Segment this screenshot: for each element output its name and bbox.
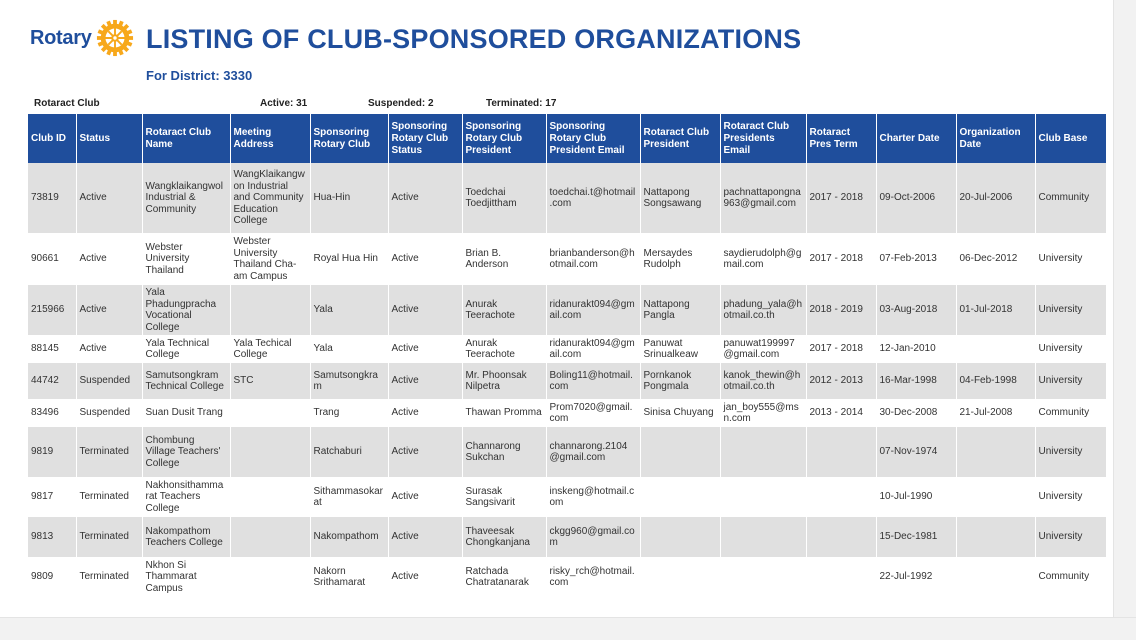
table-cell: phadung_yala@hotmail.co.th <box>720 285 806 335</box>
table-body <box>28 163 1106 597</box>
table-cell <box>720 557 806 597</box>
table-cell: 21-Jul-2008 <box>956 399 1035 427</box>
table-cell: Ratchaburi <box>310 427 388 477</box>
table-cell: Boling11@hotmail.com <box>546 363 640 399</box>
table-cell: 03-Aug-2018 <box>876 285 956 335</box>
table-cell: risky_rch@hotmail.com <box>546 557 640 597</box>
table-cell: 07-Feb-2013 <box>876 233 956 285</box>
district-value: 3330 <box>223 68 253 83</box>
table-cell: Nattapong Songsawang <box>640 163 720 233</box>
table-cell: Nattapong Pangla <box>640 285 720 335</box>
table-cell: Sinisa Chuyang <box>640 399 720 427</box>
table-cell <box>956 427 1035 477</box>
table-cell <box>806 517 876 557</box>
table-cell: Active <box>388 335 462 363</box>
table-cell: Active <box>76 233 142 285</box>
rotary-wheel-icon <box>96 19 134 57</box>
column-header: Organization Date <box>956 114 1035 163</box>
table-cell: Active <box>388 517 462 557</box>
table-cell: Channarong Sukchan <box>462 427 546 477</box>
table-cell: Trang <box>310 399 388 427</box>
club-type-label: Rotaract Club <box>34 98 100 109</box>
table-cell: 9813 <box>28 517 76 557</box>
table-cell: Yala Technical College <box>142 335 230 363</box>
table-cell: University <box>1035 285 1106 335</box>
column-header: Status <box>76 114 142 163</box>
table-cell <box>956 335 1035 363</box>
table-cell: 83496 <box>28 399 76 427</box>
table-cell: 10-Jul-1990 <box>876 477 956 517</box>
table-cell <box>720 427 806 477</box>
table-cell: Samutsongkram Technical College <box>142 363 230 399</box>
table-row <box>28 427 1106 477</box>
table-cell: 12-Jan-2010 <box>876 335 956 363</box>
terminated-count: Terminated: 17 <box>486 98 557 109</box>
table-cell: Active <box>388 427 462 477</box>
table-cell: Yala Techical College <box>230 335 310 363</box>
table-cell <box>230 427 310 477</box>
table-cell: University <box>1035 335 1106 363</box>
table-cell: 73819 <box>28 163 76 233</box>
table-cell: University <box>1035 477 1106 517</box>
column-header: Meeting Address <box>230 114 310 163</box>
table-cell: Prom7020@gmail.com <box>546 399 640 427</box>
table-cell: WangKlaikangwon Industrial and Community Education College <box>230 163 310 233</box>
table-cell: Terminated <box>76 427 142 477</box>
table-cell: 15-Dec-1981 <box>876 517 956 557</box>
table-cell: Ratchada Chatratanarak <box>462 557 546 597</box>
table-cell: 2017 - 2018 <box>806 335 876 363</box>
table-cell: Active <box>388 233 462 285</box>
table-cell: 9819 <box>28 427 76 477</box>
table-cell: University <box>1035 363 1106 399</box>
table-cell: Active <box>388 477 462 517</box>
table-cell: Sithammasokarat <box>310 477 388 517</box>
table-cell: 07-Nov-1974 <box>876 427 956 477</box>
table-cell: 09-Oct-2006 <box>876 163 956 233</box>
table-cell: Community <box>1035 163 1106 233</box>
table-cell: Active <box>76 285 142 335</box>
table-row <box>28 557 1106 597</box>
table-cell: Terminated <box>76 517 142 557</box>
table-cell: jan_boy555@msn.com <box>720 399 806 427</box>
table-cell <box>956 477 1035 517</box>
table-cell: Webster University Thailand Cha-am Campus <box>230 233 310 285</box>
table-cell: Active <box>388 285 462 335</box>
column-header: Club ID <box>28 114 76 163</box>
table-cell <box>720 517 806 557</box>
table-cell: Nakompathom <box>310 517 388 557</box>
table-cell: toedchai.t@hotmail.com <box>546 163 640 233</box>
table-cell <box>956 557 1035 597</box>
table-cell: 16-Mar-1998 <box>876 363 956 399</box>
table-row <box>28 233 1106 285</box>
table-cell: 30-Dec-2008 <box>876 399 956 427</box>
table-cell: Active <box>76 335 142 363</box>
rotary-logo <box>30 18 134 58</box>
table-cell: ridanurakt094@gmail.com <box>546 335 640 363</box>
page-edge-right <box>1113 0 1136 640</box>
table-cell: 04-Feb-1998 <box>956 363 1035 399</box>
table-cell <box>806 477 876 517</box>
table-cell: Anurak Teerachote <box>462 285 546 335</box>
table-cell: Active <box>388 363 462 399</box>
table-cell <box>640 557 720 597</box>
table-row <box>28 163 1106 233</box>
table-cell <box>230 399 310 427</box>
table-cell: Nkhon Si Thammarat Campus <box>142 557 230 597</box>
table-cell: Royal Hua Hin <box>310 233 388 285</box>
table-cell: 2017 - 2018 <box>806 163 876 233</box>
table-cell: Suan Dusit Trang <box>142 399 230 427</box>
table-cell: 01-Jul-2018 <box>956 285 1035 335</box>
table-cell <box>640 517 720 557</box>
table-cell <box>230 557 310 597</box>
column-header: Charter Date <box>876 114 956 163</box>
table-cell: Thaveesak Chongkanjana <box>462 517 546 557</box>
table-cell: panuwat199997@gmail.com <box>720 335 806 363</box>
column-header: Rotaract Club Presidents Email <box>720 114 806 163</box>
table-cell: pachnattapongna963@gmail.com <box>720 163 806 233</box>
table-cell: ridanurakt094@gmail.com <box>546 285 640 335</box>
table-cell: Nakompathom Teachers College <box>142 517 230 557</box>
table-cell: Suspended <box>76 399 142 427</box>
table-cell: 44742 <box>28 363 76 399</box>
table-cell: 20-Jul-2006 <box>956 163 1035 233</box>
table-cell: saydierudolph@gmail.com <box>720 233 806 285</box>
table-cell: Active <box>76 163 142 233</box>
table-cell: 2012 - 2013 <box>806 363 876 399</box>
table-row <box>28 285 1106 335</box>
table-cell: University <box>1035 517 1106 557</box>
table-cell <box>230 477 310 517</box>
table-cell: University <box>1035 233 1106 285</box>
table-cell: Active <box>388 557 462 597</box>
table-cell: 06-Dec-2012 <box>956 233 1035 285</box>
table-cell: 88145 <box>28 335 76 363</box>
table-cell: Suspended <box>76 363 142 399</box>
table-cell: Brian B. Anderson <box>462 233 546 285</box>
table-cell: 2017 - 2018 <box>806 233 876 285</box>
table-cell <box>956 517 1035 557</box>
table-cell <box>640 427 720 477</box>
table-cell: channarong.2104@gmail.com <box>546 427 640 477</box>
district-label: For District: <box>146 68 220 83</box>
column-header: Rotaract Club Name <box>142 114 230 163</box>
table-row <box>28 399 1106 427</box>
table-row <box>28 363 1106 399</box>
table-cell: Toedchai Toedjittham <box>462 163 546 233</box>
column-header: Sponsoring Rotary Club Status <box>388 114 462 163</box>
table-cell: Webster University Thailand <box>142 233 230 285</box>
active-count: Active: 31 <box>260 98 308 109</box>
table-cell: kanok_thewin@hotmail.co.th <box>720 363 806 399</box>
table-cell: Active <box>388 399 462 427</box>
table-cell: Yala <box>310 335 388 363</box>
table-cell: Thawan Promma <box>462 399 546 427</box>
table-cell <box>720 477 806 517</box>
table-cell: Nakorn Srithamarat <box>310 557 388 597</box>
suspended-count: Suspended: 2 <box>368 98 434 109</box>
table-cell: 22-Jul-1992 <box>876 557 956 597</box>
page-edge-bottom <box>0 617 1136 640</box>
table-cell <box>806 427 876 477</box>
table-row <box>28 517 1106 557</box>
column-header: Club Base <box>1035 114 1106 163</box>
table-cell: Terminated <box>76 477 142 517</box>
table-cell: Pornkanok Pongmala <box>640 363 720 399</box>
table-cell: 9809 <box>28 557 76 597</box>
table-cell: ckgg960@gmail.com <box>546 517 640 557</box>
table-cell: 2013 - 2014 <box>806 399 876 427</box>
table-cell: Samutsongkram <box>310 363 388 399</box>
table-cell: Anurak Teerachote <box>462 335 546 363</box>
logo-text: Rotary <box>30 26 92 49</box>
table-cell: 90661 <box>28 233 76 285</box>
table-cell: Community <box>1035 557 1106 597</box>
table-cell <box>230 517 310 557</box>
table-cell: Chombung Village Teachers' College <box>142 427 230 477</box>
table-cell: Yala <box>310 285 388 335</box>
table-cell: Mr. Phoonsak Nilpetra <box>462 363 546 399</box>
column-header: Sponsoring Rotary Club President <box>462 114 546 163</box>
organizations-table <box>28 114 1107 597</box>
table-row <box>28 335 1106 363</box>
page-title: LISTING OF CLUB-SPONSORED ORGANIZATIONS <box>146 24 802 54</box>
table-cell: 2018 - 2019 <box>806 285 876 335</box>
column-header: Sponsoring Rotary Club President Email <box>546 114 640 163</box>
table-cell: 9817 <box>28 477 76 517</box>
table-cell: Community <box>1035 399 1106 427</box>
table-row <box>28 477 1106 517</box>
table-cell: Surasak Sangsivarit <box>462 477 546 517</box>
table-cell: University <box>1035 427 1106 477</box>
table-cell: STC <box>230 363 310 399</box>
table-cell: Nakhonsithammarat Teachers College <box>142 477 230 517</box>
column-header: Sponsoring Rotary Club <box>310 114 388 163</box>
table-cell: brianbanderson@hotmail.com <box>546 233 640 285</box>
table-cell: Panuwat Srinualkeaw <box>640 335 720 363</box>
table-cell: inskeng@hotmail.com <box>546 477 640 517</box>
table-cell <box>640 477 720 517</box>
table-cell: Mersaydes Rudolph <box>640 233 720 285</box>
column-header: Rotaract Club President <box>640 114 720 163</box>
district-line <box>146 68 252 83</box>
table-cell: Active <box>388 163 462 233</box>
column-header: Rotaract Pres Term <box>806 114 876 163</box>
table-cell: Yala Phadungprachа Vocational College <box>142 285 230 335</box>
table-cell: Terminated <box>76 557 142 597</box>
table-cell: Hua-Hin <box>310 163 388 233</box>
table-cell <box>230 285 310 335</box>
table-cell: 215966 <box>28 285 76 335</box>
table-cell <box>806 557 876 597</box>
table-cell: Wangklaikangwol Industrial & Community <box>142 163 230 233</box>
table-header-row <box>28 114 1106 163</box>
